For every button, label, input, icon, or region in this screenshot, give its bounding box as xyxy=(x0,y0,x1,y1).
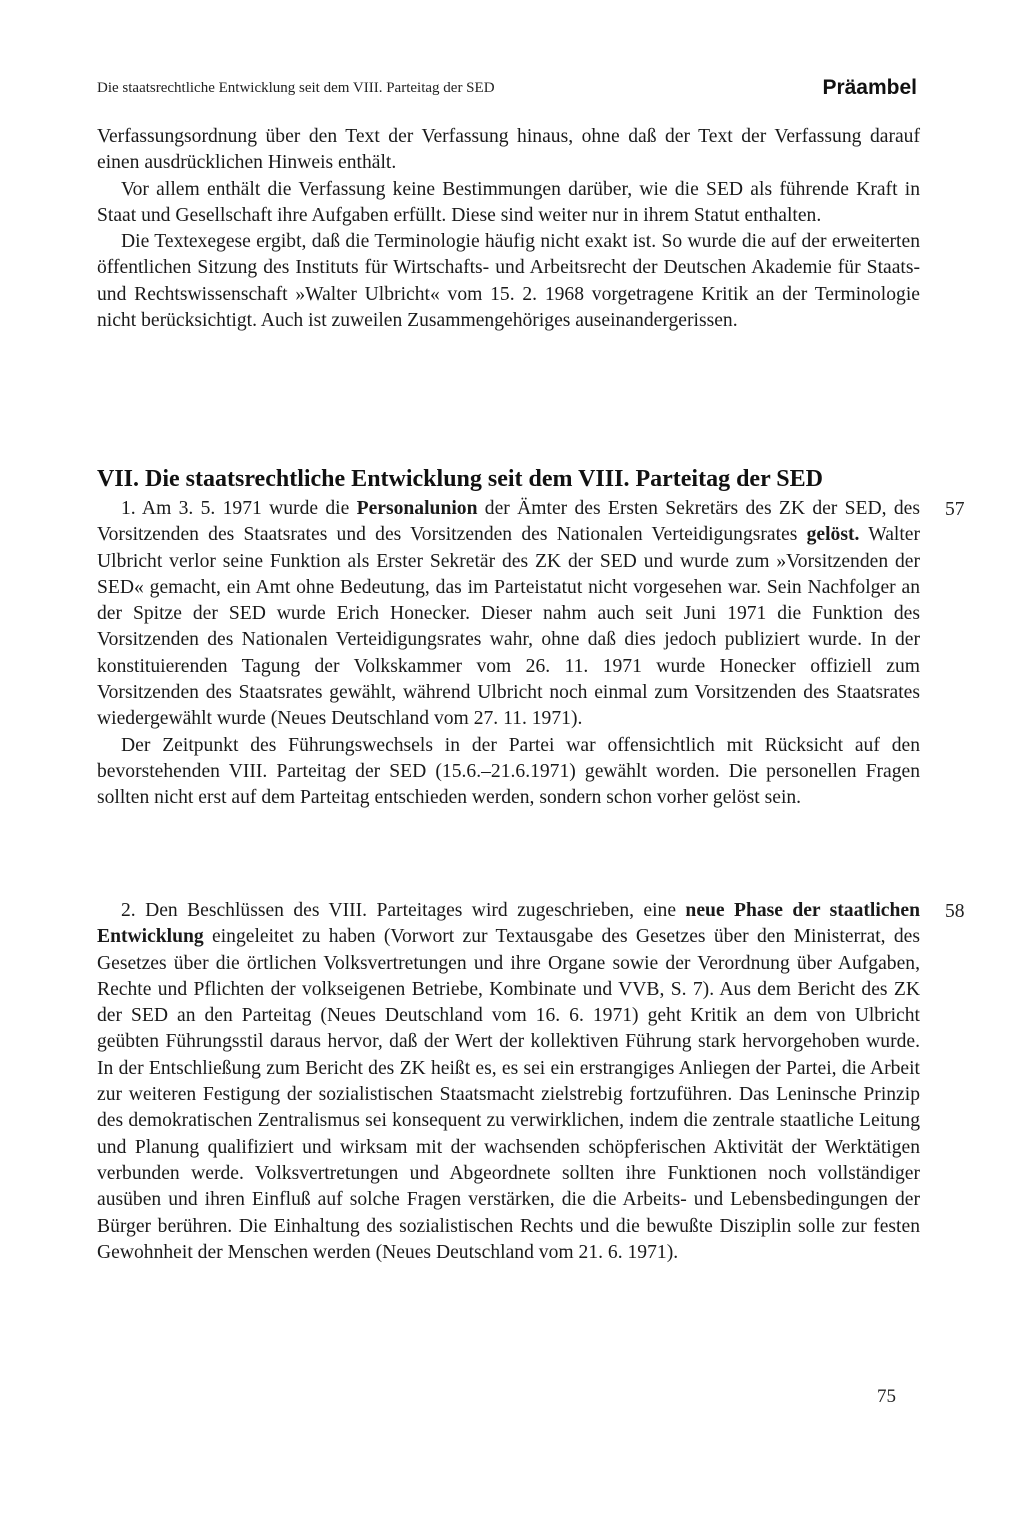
intro-paragraph-2: Vor allem enthält die Verfassung keine Bestimmungen darüber, wie die SED als führende Kraft in Staat und Gesellschaft ihre Aufgaben erfüllt. Diese sind weiter nur in ihrem Statut enthalten. xyxy=(97,178,920,226)
bold-term: Personalunion xyxy=(356,498,478,519)
paragraph-58-block xyxy=(97,898,920,1266)
bold-term: gelöst. xyxy=(806,524,860,546)
section-heading: VII. Die staatsrechtliche Entwicklung seit dem VIII. Parteitag der SED xyxy=(97,465,823,492)
intro-paragraph-3: Die Textexegese ergibt, daß die Terminologie häufig nicht exakt ist. So wurde die auf der erweiterten öffentlichen Sitzung des Instituts für Wirtschafts- und Arbeitsrecht der Deutschen Akademie für Staats- und Rechtswissenschaft »Walter Ulbricht« vom 15. 2. 1968 vorgetragene Kritik an der Terminologie nicht berücksichtigt. Auch ist zuweilen Zusammengehöriges auseinandergerissen. xyxy=(97,231,920,332)
running-title: Die staatsrechtliche Entwicklung seit dem VIII. Parteitag der SED xyxy=(97,80,495,96)
page-number: 75 xyxy=(877,1386,896,1407)
intro-text-block xyxy=(97,124,920,334)
text-run: 1. Am 3. 5. 1971 wurde die xyxy=(121,498,357,519)
paragraph-57-block xyxy=(97,496,920,812)
running-header xyxy=(97,76,917,106)
margin-number-57: 57 xyxy=(945,499,965,520)
paragraph-57-1 xyxy=(97,496,920,733)
text-run: der Ämter des Ersten Sekretärs des ZK der SED, des Vorsitzenden des Staatsrates und des Vorsitzenden des Nationalen Verteidigungsrates xyxy=(97,498,920,546)
paragraph-58-1 xyxy=(97,898,920,1266)
text-run: Walter Ulbricht verlor seine Funktion als Erster Sekretär des ZK der SED und wurde zum »Vorsitzenden der SED« gemacht, ein Amt ohne Bedeutung, das im Parteistatut nicht vorgesehen war. Sein Nachfolger an der Spitze der SED wurde Erich Honecker. Dieser nahm auch seit Juni 1971 die Funktion des Vorsitzenden des Nationalen Verteidigungsrates wahr, ohne daß dies jedoch publiziert wurde. In der konstituierenden Tagung der Volkskammer vom 26. 11. 1971 wurde Honecker offiziell zum Vorsitzenden des Staatsrates gewählt, während Ulbricht noch einmal zum Vorsitzenden des Staatsrates wiedergewählt wurde (Neues Deutschland vom 27. 11. 1971). xyxy=(97,524,920,730)
section-label: Präambel xyxy=(822,76,917,99)
paragraph-57-2: Der Zeitpunkt des Führungswechsels in der Partei war offensichtlich mit Rücksicht auf den bevorstehenden VIII. Parteitag der SED (15.6.–21.6.1971) gewählt worden. Die personellen Fragen sollten nicht erst auf dem Parteitag entschieden werden, sondern schon vorher gelöst sein. xyxy=(97,734,920,809)
text-run: 2. Den Beschlüssen des VIII. Parteitages wird zugeschrieben, eine xyxy=(121,900,686,921)
text-run: eingeleitet zu haben (Vorwort zur Textausgabe des Gesetzes über den Ministerrat, des Gesetzes über die örtlichen Volksvertretungen und ihre Organe sowie der Verordnung über Aufgaben, Rechte und Pflichten der volkseigenen Betriebe, Kombinate und VVB, S. 7). Aus dem Bericht des ZK der SED an den Parteitag (Neues Deutschland vom 16. 6. 1971) geht Kritik an dem von Ulbricht geübten Führungsstil daraus hervor, daß der Wert der kollektiven Führung stark hervorgehoben wurde. In der Entschließung zum Bericht des ZK heißt es, es sei ein erstrangiges Anliegen der Partei, die Arbeit zur weiteren Festigung der sozialistischen Staatsmacht zielstrebig fortzuführen. Das Leninsche Prinzip des demokratischen Zentralismus sei konsequent zu verwirklichen, indem die zentrale staatliche Leitung und Planung qualifiziert und wirksam mit der wachsenden schöpferischen Aktivität der Werktätigen verbunden werde. Volksvertretungen und Abgeordnete sollten ihre Funktionen noch vollständiger ausüben und ihren Einfluß auf solche Fragen verstärken, die die Arbeits- und Lebensbedingungen der Bürger berühren. Die Einhaltung des sozialistischen Rechts und die bewußte Disziplin solle zur festen Gewohnheit der Menschen werden (Neues Deutschland vom 21. 6. 1971). xyxy=(97,926,920,1263)
margin-number-58: 58 xyxy=(945,901,965,922)
intro-paragraph-1: Verfassungsordnung über den Text der Verfassung hinaus, ohne daß der Text der Verfassung darauf einen ausdrücklichen Hinweis enthält. xyxy=(97,126,920,174)
bold-term: neue Phase der staatlichen Entwicklung xyxy=(97,900,920,948)
